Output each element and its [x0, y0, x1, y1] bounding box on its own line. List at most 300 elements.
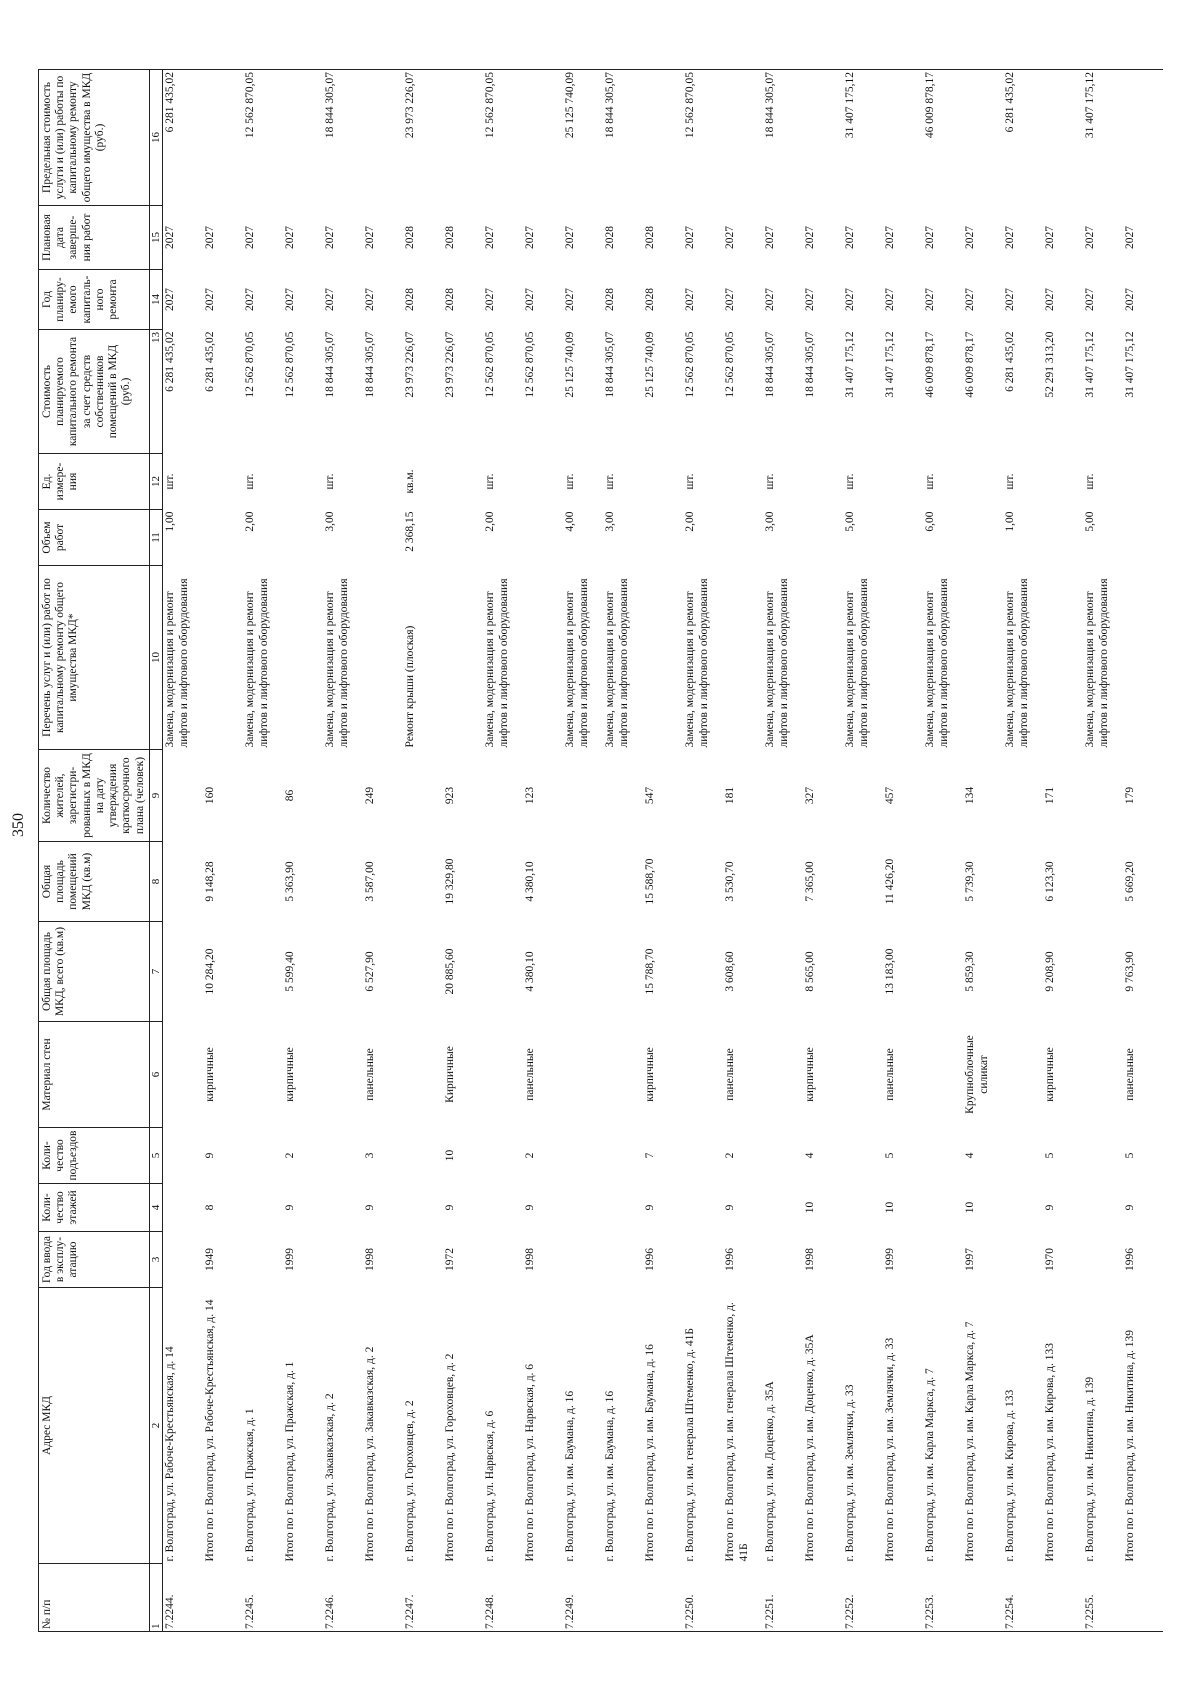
wall-material-cell: панельные — [524, 1048, 537, 1101]
completion-date-cell: 2028 — [604, 226, 617, 249]
unit-cell — [363, 454, 403, 510]
completion-date-cell: 2027 — [924, 226, 937, 249]
header-cell: Количество жителей, зарегистри-рованных в МКД на дату утверждения краткосрочного плана (человек) — [39, 750, 150, 842]
column-number: 2 — [149, 1288, 163, 1564]
address-cell: Итого по г. Волгоград, ул. им. Никитина, д. 139 — [1124, 1330, 1137, 1562]
limit-cost-cell: 46 009 878,17 — [924, 72, 937, 139]
unit-cell — [643, 454, 683, 510]
wall-material-cell — [1083, 1022, 1123, 1128]
premises-area-cell: 11 426,20 — [884, 858, 897, 905]
wall-material-cell — [603, 1022, 643, 1128]
table-row — [203, 70, 243, 1632]
unit-cell: кв.м. — [404, 469, 417, 494]
entrances-count-cell: 2 — [724, 1152, 737, 1159]
header-cell: Адрес МКД — [39, 1288, 150, 1564]
total-area-cell: 4 380,10 — [524, 951, 537, 992]
planned-cost-cell: 46 009 878,17 — [964, 331, 977, 398]
row-number-cell — [723, 1564, 763, 1632]
work-description-cell: Замена, модернизация и ремонт лифтов и лифтового оборудования — [684, 578, 710, 748]
unit-cell: шт. — [1084, 473, 1097, 490]
floors-count-cell — [403, 1184, 443, 1232]
limit-cost-cell — [963, 70, 1003, 206]
planned-cost-cell: 18 844 305,07 — [324, 331, 337, 398]
row-number-cell — [603, 1564, 643, 1632]
year-built-cell: 1999 — [284, 1248, 297, 1271]
address-cell: Итого по г. Волгоград, ул. Пражская, д. 1 — [284, 1361, 297, 1562]
planned-cost-cell: 52 291 313,20 — [1044, 331, 1057, 398]
residents-count-cell: 327 — [804, 786, 817, 805]
header-cell: Коли-чество этажей — [39, 1184, 150, 1232]
wall-material-cell: панельные — [724, 1048, 737, 1101]
floors-count-cell: 9 — [284, 1204, 297, 1211]
planned-cost-cell: 12 562 870,05 — [244, 331, 257, 398]
repair-year-cell: 2027 — [284, 288, 297, 311]
work-description-cell: Замена, модернизация и ремонт лифтов и лифтового оборудования — [924, 578, 950, 748]
residents-count-cell — [483, 750, 523, 842]
unit-cell: шт. — [1004, 473, 1017, 490]
work-volume-cell — [363, 510, 403, 566]
table-row — [1043, 70, 1083, 1632]
table-row — [323, 70, 363, 1632]
floors-count-cell — [683, 1184, 723, 1232]
total-area-cell — [403, 922, 443, 1022]
work-description-cell: Замена, модернизация и ремонт лифтов и лифтового оборудования — [604, 578, 630, 748]
completion-date-cell: 2027 — [1124, 226, 1137, 249]
repair-year-cell: 2027 — [204, 288, 217, 311]
table-row — [523, 70, 563, 1632]
total-area-cell: 13 183,00 — [884, 948, 897, 995]
planned-cost-cell: 6 281 435,02 — [204, 331, 217, 392]
header-cell: Плановая дата заверше-ния работ — [39, 206, 150, 270]
unit-cell — [1123, 454, 1163, 510]
table-body — [163, 70, 1164, 1632]
repair-year-cell: 2027 — [1044, 288, 1057, 311]
completion-date-cell: 2027 — [244, 226, 257, 249]
wall-material-cell: кирпичные — [284, 1047, 297, 1102]
address-cell: г. Волгоград, ул. им. Никитина, д. 139 — [1084, 1376, 1097, 1562]
total-area-cell: 3 608,60 — [724, 951, 737, 992]
row-number-cell: 7.2252. — [844, 1594, 857, 1629]
entrances-count-cell: 5 — [1124, 1152, 1137, 1159]
work-volume-cell: 1,00 — [164, 511, 177, 532]
year-built-cell: 1998 — [524, 1248, 537, 1271]
premises-area-cell: 7 365,00 — [804, 861, 817, 902]
premises-area-cell: 5 739,30 — [964, 861, 977, 902]
header-cell: Коли-чество подъездов — [39, 1128, 150, 1184]
premises-area-cell — [843, 842, 883, 922]
work-volume-cell: 1,00 — [1004, 511, 1017, 532]
limit-cost-cell — [283, 70, 323, 206]
total-area-cell: 5 859,30 — [964, 951, 977, 992]
planned-cost-cell: 18 844 305,07 — [364, 331, 377, 398]
year-built-cell — [323, 1232, 363, 1288]
address-cell: г. Волгоград, ул. им. Доценко, д. 35А — [764, 1381, 777, 1562]
entrances-count-cell — [923, 1128, 963, 1184]
completion-date-cell: 2027 — [804, 226, 817, 249]
header-cell: Стоимость планируемого капитального ремонта за счет средств собственников помещений в МКД (руб.) — [39, 330, 150, 454]
unit-cell: шт. — [484, 473, 497, 490]
table-row — [843, 70, 883, 1632]
unit-cell: шт. — [564, 473, 577, 490]
total-area-cell — [603, 922, 643, 1022]
row-number-cell — [803, 1564, 843, 1632]
year-built-cell: 1999 — [884, 1248, 897, 1271]
floors-count-cell — [563, 1184, 603, 1232]
completion-date-cell: 2027 — [364, 226, 377, 249]
residents-count-cell — [323, 750, 363, 842]
unit-cell: шт. — [244, 473, 257, 490]
wall-material-cell — [563, 1022, 603, 1128]
header-cell: Перечень услуг и (или) работ по капитальному ремонту общего имущества МКД* — [39, 566, 150, 750]
work-description-cell — [1043, 566, 1083, 750]
total-area-cell — [843, 922, 883, 1022]
premises-area-cell — [763, 842, 803, 922]
completion-date-cell: 2027 — [164, 226, 177, 249]
address-cell: Итого по г. Волгоград, ул. Нарвская, д. 6 — [524, 1363, 537, 1562]
total-area-cell: 10 284,20 — [204, 948, 217, 995]
address-cell: г. Волгоград, ул. им. Баумана, д. 16 — [604, 1390, 617, 1562]
completion-date-cell: 2027 — [724, 226, 737, 249]
completion-date-cell: 2028 — [644, 226, 657, 249]
completion-date-cell: 2028 — [404, 226, 417, 249]
residents-count-cell: 249 — [364, 786, 377, 805]
limit-cost-cell: 23 973 226,07 — [404, 72, 417, 139]
address-cell: г. Волгоград, ул. Рабоче-Крестьянская, д. 14 — [164, 1346, 177, 1562]
total-area-cell — [1083, 922, 1123, 1022]
row-number-cell — [643, 1564, 683, 1632]
repair-year-cell: 2027 — [804, 288, 817, 311]
wall-material-cell: Крупноблочные силикат — [964, 1035, 990, 1114]
premises-area-cell: 15 588,70 — [644, 858, 657, 905]
address-cell: Итого по г. Волгоград, ул. Гороховцев, д. 2 — [444, 1353, 457, 1562]
work-description-cell — [723, 566, 763, 750]
unit-cell — [803, 454, 843, 510]
repair-year-cell: 2027 — [524, 288, 537, 311]
table-row — [243, 70, 283, 1632]
residents-count-cell: 123 — [524, 786, 537, 805]
total-area-cell — [563, 922, 603, 1022]
premises-area-cell: 9 148,28 — [204, 861, 217, 902]
row-number-cell: 7.2244. — [164, 1594, 177, 1629]
row-number-cell: 7.2245. — [244, 1594, 257, 1629]
repair-year-cell: 2027 — [244, 288, 257, 311]
floors-count-cell — [243, 1184, 283, 1232]
address-cell: г. Волгоград, ул. Закавказская, д. 2 — [324, 1393, 337, 1562]
entrances-count-cell — [243, 1128, 283, 1184]
work-volume-cell: 5,00 — [1084, 511, 1097, 532]
work-description-cell — [1123, 566, 1163, 750]
entrances-count-cell — [603, 1128, 643, 1184]
entrances-count-cell: 5 — [884, 1152, 897, 1159]
limit-cost-cell: 31 407 175,12 — [1084, 72, 1097, 139]
limit-cost-cell — [643, 70, 683, 206]
repair-year-cell: 2028 — [444, 288, 457, 311]
work-description-cell: Ремонт крыши (плоская) — [404, 625, 417, 748]
column-number-row — [149, 70, 163, 1632]
row-number-cell: 7.2247. — [404, 1594, 417, 1629]
entrances-count-cell — [163, 1128, 204, 1184]
entrances-count-cell: 9 — [204, 1152, 217, 1159]
limit-cost-cell: 6 281 435,02 — [164, 72, 177, 133]
row-number-cell — [883, 1564, 923, 1632]
premises-area-cell — [683, 842, 723, 922]
floors-count-cell: 8 — [204, 1204, 217, 1211]
entrances-count-cell: 2 — [524, 1152, 537, 1159]
planned-cost-cell: 6 281 435,02 — [164, 331, 177, 392]
premises-area-cell — [483, 842, 523, 922]
entrances-count-cell — [323, 1128, 363, 1184]
entrances-count-cell — [563, 1128, 603, 1184]
planned-cost-cell: 6 281 435,02 — [1004, 331, 1017, 392]
column-number: 8 — [149, 842, 163, 922]
completion-date-cell: 2027 — [564, 226, 577, 249]
work-volume-cell — [1043, 510, 1083, 566]
repair-year-cell: 2027 — [764, 288, 777, 311]
unit-cell: шт. — [924, 473, 937, 490]
planned-cost-cell: 12 562 870,05 — [284, 331, 297, 398]
residents-count-cell — [1083, 750, 1123, 842]
floors-count-cell: 9 — [444, 1204, 457, 1211]
floors-count-cell — [163, 1184, 204, 1232]
repair-year-cell: 2027 — [484, 288, 497, 311]
address-cell: г. Волгоград, ул. им. генерала Штеменко, д. 41Б — [684, 1327, 697, 1562]
wall-material-cell — [763, 1022, 803, 1128]
wall-material-cell — [403, 1022, 443, 1128]
column-number: 4 — [149, 1184, 163, 1232]
header-row — [39, 70, 150, 1632]
work-volume-cell — [723, 510, 763, 566]
limit-cost-cell: 18 844 305,07 — [764, 72, 777, 139]
residents-count-cell — [763, 750, 803, 842]
repair-year-cell: 2027 — [364, 288, 377, 311]
address-cell: Итого по г. Волгоград, ул. им. Кирова, д. 133 — [1044, 1342, 1057, 1562]
residents-count-cell: 86 — [284, 789, 297, 802]
address-cell: Итого по г. Волгоград, ул. им. Доценко, д. 35А — [804, 1334, 817, 1562]
address-cell: Итого по г. Волгоград, ул. им. Землячки, д. 33 — [884, 1337, 897, 1562]
planned-cost-cell: 25 125 740,09 — [644, 331, 657, 398]
work-volume-cell: 2,00 — [244, 511, 257, 532]
row-number-cell — [203, 1564, 243, 1632]
residents-count-cell — [403, 750, 443, 842]
planned-cost-cell: 31 407 175,12 — [1124, 331, 1137, 398]
limit-cost-cell: 12 562 870,05 — [244, 72, 257, 139]
header-cell: Год планиру-емого капиталь-ного ремонта — [39, 270, 150, 330]
premises-area-cell — [243, 842, 283, 922]
unit-cell: шт. — [684, 473, 697, 490]
premises-area-cell: 5 363,90 — [284, 861, 297, 902]
work-description-cell — [203, 566, 243, 750]
repair-year-cell: 2028 — [644, 288, 657, 311]
wall-material-cell: кирпичные — [204, 1047, 217, 1102]
total-area-cell — [923, 922, 963, 1022]
address-cell: г. Волгоград, ул. им. Карла Маркса, д. 7 — [924, 1368, 937, 1562]
column-number: 7 — [149, 922, 163, 1022]
planned-cost-cell: 31 407 175,12 — [884, 331, 897, 398]
repair-plan-table — [38, 69, 1163, 1632]
work-description-cell — [443, 566, 483, 750]
residents-count-cell: 457 — [884, 786, 897, 805]
row-number-cell — [363, 1564, 403, 1632]
total-area-cell: 15 788,70 — [644, 948, 657, 995]
total-area-cell — [1003, 922, 1043, 1022]
limit-cost-cell: 31 407 175,12 — [844, 72, 857, 139]
wall-material-cell: кирпичные — [1044, 1047, 1057, 1102]
table-row — [163, 70, 204, 1632]
page-number: 350 — [10, 813, 27, 837]
completion-date-cell: 2027 — [204, 226, 217, 249]
work-description-cell: Замена, модернизация и ремонт лифтов и лифтового оборудования — [1084, 578, 1110, 748]
total-area-cell: 8 565,00 — [804, 951, 817, 992]
residents-count-cell: 134 — [964, 786, 977, 805]
work-volume-cell — [883, 510, 923, 566]
year-built-cell — [843, 1232, 883, 1288]
work-volume-cell: 3,00 — [764, 511, 777, 532]
floors-count-cell: 10 — [884, 1201, 897, 1214]
limit-cost-cell — [523, 70, 563, 206]
limit-cost-cell — [803, 70, 843, 206]
limit-cost-cell — [363, 70, 403, 206]
year-built-cell: 1972 — [444, 1248, 457, 1271]
floors-count-cell — [763, 1184, 803, 1232]
limit-cost-cell — [203, 70, 243, 206]
work-volume-cell: 2,00 — [684, 511, 697, 532]
work-description-cell: Замена, модернизация и ремонт лифтов и лифтового оборудования — [164, 578, 190, 748]
completion-date-cell: 2027 — [1044, 226, 1057, 249]
total-area-cell — [323, 922, 363, 1022]
work-volume-cell: 3,00 — [324, 511, 337, 532]
column-number: 16 — [149, 70, 163, 206]
work-description-cell — [523, 566, 563, 750]
year-built-cell — [923, 1232, 963, 1288]
year-built-cell: 1996 — [644, 1248, 657, 1271]
row-number-cell — [963, 1564, 1003, 1632]
residents-count-cell: 179 — [1124, 786, 1137, 805]
repair-year-cell: 2028 — [404, 288, 417, 311]
table-container — [38, 69, 1163, 1632]
entrances-count-cell: 10 — [444, 1149, 457, 1162]
floors-count-cell: 10 — [964, 1201, 977, 1214]
entrances-count-cell — [483, 1128, 523, 1184]
unit-cell — [443, 454, 483, 510]
year-built-cell — [483, 1232, 523, 1288]
repair-year-cell: 2027 — [164, 288, 177, 311]
address-cell: Итого по г. Волгоград, ул. им. Баумана, д. 16 — [644, 1344, 657, 1562]
table-row — [1083, 70, 1123, 1632]
column-number: 6 — [149, 1022, 163, 1128]
total-area-cell: 9 208,90 — [1044, 951, 1057, 992]
entrances-count-cell — [763, 1128, 803, 1184]
repair-year-cell: 2027 — [564, 288, 577, 311]
planned-cost-cell: 23 973 226,07 — [404, 331, 417, 398]
table-row — [603, 70, 643, 1632]
completion-date-cell: 2027 — [324, 226, 337, 249]
row-number-cell: 7.2246. — [324, 1594, 337, 1629]
residents-count-cell: 547 — [644, 786, 657, 805]
limit-cost-cell — [883, 70, 923, 206]
table-row — [563, 70, 603, 1632]
completion-date-cell: 2027 — [764, 226, 777, 249]
floors-count-cell: 9 — [1124, 1204, 1137, 1211]
entrances-count-cell: 3 — [364, 1152, 377, 1159]
limit-cost-cell — [1043, 70, 1083, 206]
unit-cell — [723, 454, 763, 510]
table-row — [723, 70, 763, 1632]
column-number: 14 — [149, 270, 163, 330]
row-number-cell: 7.2251. — [764, 1594, 777, 1629]
year-built-cell — [1003, 1232, 1043, 1288]
wall-material-cell: панельные — [364, 1048, 377, 1101]
table-row — [683, 70, 723, 1632]
floors-count-cell: 9 — [724, 1204, 737, 1211]
premises-area-cell: 4 380,10 — [524, 861, 537, 902]
residents-count-cell: 181 — [724, 786, 737, 805]
year-built-cell: 1949 — [204, 1248, 217, 1271]
limit-cost-cell: 18 844 305,07 — [324, 72, 337, 139]
floors-count-cell — [603, 1184, 643, 1232]
year-built-cell — [1083, 1232, 1123, 1288]
premises-area-cell: 3 530,70 — [724, 861, 737, 902]
completion-date-cell: 2027 — [1084, 226, 1097, 249]
wall-material-cell — [163, 1022, 204, 1128]
row-number-cell: 7.2253. — [924, 1594, 937, 1629]
unit-cell — [283, 454, 323, 510]
work-description-cell — [363, 566, 403, 750]
residents-count-cell — [563, 750, 603, 842]
premises-area-cell — [603, 842, 643, 922]
repair-year-cell: 2027 — [964, 288, 977, 311]
completion-date-cell: 2027 — [684, 226, 697, 249]
column-number: 5 — [149, 1128, 163, 1184]
table-row — [803, 70, 843, 1632]
wall-material-cell — [843, 1022, 883, 1128]
header-cell: Материал стен — [39, 1022, 150, 1128]
work-description-cell: Замена, модернизация и ремонт лифтов и лифтового оборудования — [484, 578, 510, 748]
entrances-count-cell: 2 — [284, 1152, 297, 1159]
work-volume-cell — [203, 510, 243, 566]
repair-year-cell: 2027 — [724, 288, 737, 311]
premises-area-cell — [923, 842, 963, 922]
work-description-cell: Замена, модернизация и ремонт лифтов и лифтового оборудования — [564, 578, 590, 748]
work-description-cell: Замена, модернизация и ремонт лифтов и лифтового оборудования — [1004, 578, 1030, 748]
completion-date-cell: 2027 — [484, 226, 497, 249]
year-built-cell — [403, 1232, 443, 1288]
wall-material-cell — [1003, 1022, 1043, 1128]
table-row — [403, 70, 443, 1632]
premises-area-cell — [1083, 842, 1123, 922]
floors-count-cell — [323, 1184, 363, 1232]
repair-year-cell: 2027 — [684, 288, 697, 311]
unit-cell — [883, 454, 923, 510]
residents-count-cell: 171 — [1044, 786, 1057, 805]
residents-count-cell — [923, 750, 963, 842]
planned-cost-cell: 31 407 175,12 — [844, 331, 857, 398]
year-built-cell — [763, 1232, 803, 1288]
entrances-count-cell — [1003, 1128, 1043, 1184]
work-volume-cell: 4,00 — [564, 511, 577, 532]
work-description-cell: Замена, модернизация и ремонт лифтов и лифтового оборудования — [764, 578, 790, 748]
year-built-cell — [603, 1232, 643, 1288]
planned-cost-cell: 46 009 878,17 — [924, 331, 937, 398]
header-cell: Предельная стоимость услуги и (или) работы по капитальному ремонту общего имущества в МКД (руб.) — [39, 70, 150, 206]
header-cell: № п/п — [39, 1564, 150, 1632]
limit-cost-cell — [443, 70, 483, 206]
row-number-cell — [283, 1564, 323, 1632]
wall-material-cell: панельные — [1124, 1048, 1137, 1101]
column-number: 3 — [149, 1232, 163, 1288]
column-number: 11 — [149, 510, 163, 566]
repair-year-cell: 2027 — [884, 288, 897, 311]
unit-cell — [963, 454, 1003, 510]
